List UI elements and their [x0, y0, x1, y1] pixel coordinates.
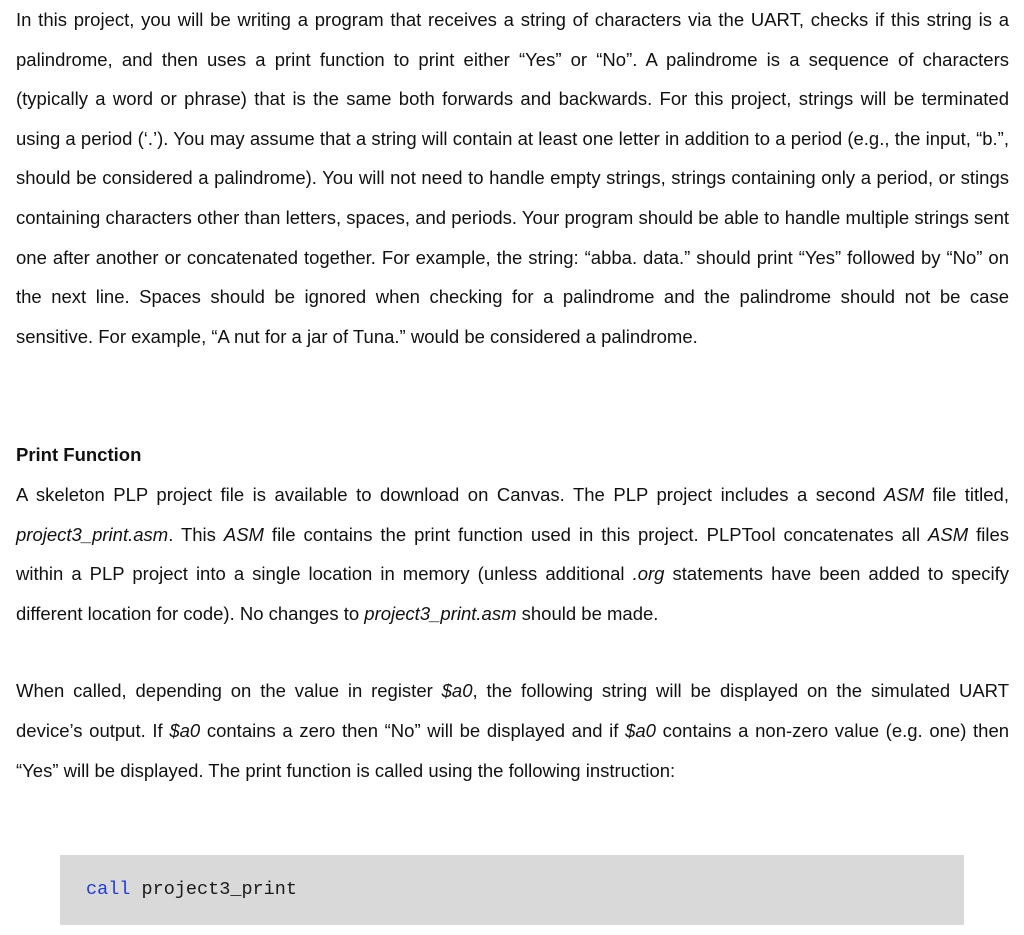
text-run: contains a zero then “No” will be displayed and if: [200, 719, 626, 741]
text-run: . This: [168, 523, 224, 545]
asm-term: ASM: [883, 483, 925, 505]
intro-paragraph: In this project, you will be writing a program that receives a string of characters via the UART, checks if this string is a palindrome, and then uses a print function to print either “Yes” or “No”. A palindrome is a sequence of characters (typically a word or phrase) that is the same both forwards and backwards. For this project, strings will be terminated using a period (‘.’). You may assume that a string will contain at least one letter in addition to a period (e.g., the input, “b.”, should be considered a palindrome). You will not need to handle empty strings, strings containing only a period, or stings containing characters other than letters, spaces, and periods. Your program should be able to handle multiple strings sent one after another or concatenated together. For example, the string: “abba. data.” should print “Yes” followed by “No” on the next line. Spaces should be ignored when checking for a palindrome and the palindrome should not be case sensitive. For example, “A nut for a jar of Tuna.” would be considered a palindrome.: [16, 9, 1009, 347]
text-run: statements have been added to specify different location for code). No changes to: [16, 563, 1009, 624]
text-run: file contains the print function used in this project. PLPTool concatenates all: [263, 523, 929, 545]
call-instruction-paragraph: [16, 671, 1009, 790]
text-run: should be made.: [516, 602, 659, 624]
section-heading: Print Function: [16, 444, 142, 466]
text-run: , the following string will be displayed on the simulated UART device’s output. If: [16, 680, 1009, 741]
asm-term: ASM: [928, 523, 969, 545]
asm-term: ASM: [223, 523, 264, 545]
text-run: When called, depending on the value in register: [16, 680, 442, 702]
code-line: [86, 877, 297, 903]
text-run: A skeleton PLP project file is available to download on Canvas. The PLP project includes a second: [16, 483, 884, 505]
document-page: [16, 0, 1009, 790]
code-argument: project3_print: [130, 879, 297, 900]
print-function-paragraph: [16, 475, 1009, 633]
filename: project3_print.asm: [16, 523, 169, 545]
register-name: $a0: [169, 719, 201, 741]
org-directive: .org: [632, 563, 665, 585]
text-run: contains a non-zero value (e.g. one) then “Yes” will be displayed. The print function is called using the following instruction:: [16, 719, 1010, 781]
filename: project3_print.asm: [364, 602, 517, 624]
text-run: file titled,: [924, 483, 1009, 505]
code-keyword: call: [86, 879, 131, 900]
register-name: $a0: [625, 719, 656, 741]
code-block: [60, 855, 964, 925]
register-name: $a0: [441, 680, 473, 702]
text-run: files within a PLP project into a single location in memory (unless additional: [16, 523, 1009, 585]
